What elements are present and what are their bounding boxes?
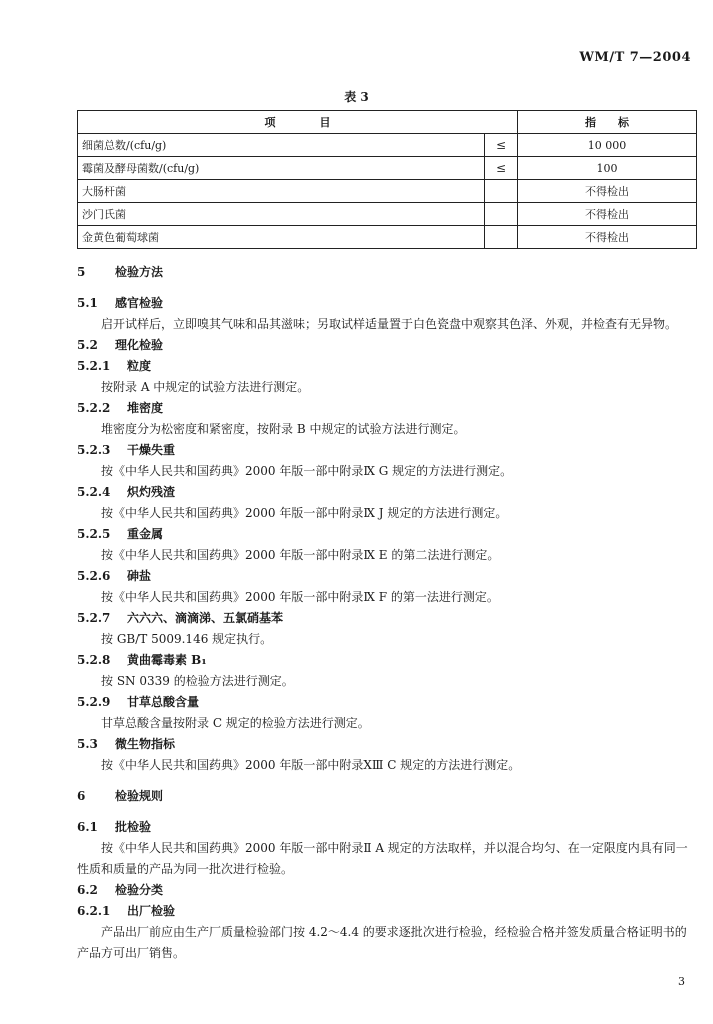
table-cell-symbol [485, 180, 518, 203]
table-cell-item: 大肠杆菌 [78, 180, 485, 203]
section-heading: 5.3 微生物指标 [77, 737, 176, 751]
table-row [78, 180, 697, 203]
section-heading: 5.2.3 干燥失重 [77, 443, 176, 457]
section-heading: 5.2 理化检验 [77, 338, 164, 352]
section-text: 产品出厂前应由生产厂质量检验部门按 4.2～4.4 的要求逐批次进行检验，经检验合格并签发质量合格证明书的产品方可出厂销售。 [77, 925, 687, 960]
table-row [78, 226, 697, 249]
section-text: 按《中华人民共和国药典》2000 年版一部中附录Ⅸ G 规定的方法进行测定。 [101, 464, 513, 478]
section-heading: 6 检验规则 [77, 789, 164, 803]
table-cell-item: 金黄色葡萄球菌 [78, 226, 485, 249]
section-heading: 5 检验方法 [77, 265, 164, 279]
section-heading: 6.1 批检验 [77, 820, 152, 834]
section-text: 按《中华人民共和国药典》2000 年版一部中附录Ⅸ J 规定的方法进行测定。 [101, 506, 508, 520]
section-heading: 6.2.1 出厂检验 [77, 904, 176, 918]
section-heading: 5.2.5 重金属 [77, 527, 164, 541]
section-text: 按《中华人民共和国药典》2000 年版一部中附录ⅩⅢ C 规定的方法进行测定。 [101, 758, 521, 772]
table-cell-item: 霉菌及酵母菌数/(cfu/g) [78, 157, 485, 180]
section-heading: 5.2.8 黄曲霉毒素 B₁ [77, 653, 207, 667]
table-cell-value: 不得检出 [518, 180, 697, 203]
table-cell-item: 沙门氏菌 [78, 203, 485, 226]
standard-code: WM/T 7—2004 [579, 50, 691, 65]
table-cell-symbol [485, 226, 518, 249]
table-cell-symbol [485, 203, 518, 226]
document-body [77, 262, 697, 964]
table-cell-value: 不得检出 [518, 203, 697, 226]
table-cell-value: 100 [518, 157, 697, 180]
page-number: 3 [678, 975, 685, 988]
section-heading: 5.2.6 砷盐 [77, 569, 152, 583]
section-text: 按《中华人民共和国药典》2000 年版一部中附录Ⅱ A 规定的方法取样，并以混合均匀、在一定限度内具有同一性质和质量的产品为同一批次进行检验。 [77, 841, 688, 876]
section-heading: 5.1 感官检验 [77, 296, 164, 310]
section-heading: 5.2.7 六六六、滴滴涕、五氯硝基苯 [77, 611, 284, 625]
table-cell-item: 细菌总数/(cfu/g) [78, 134, 485, 157]
table-row [78, 134, 697, 157]
table-header-value: 指 标 [518, 111, 697, 134]
table-row [78, 203, 697, 226]
table-cell-symbol: ≤ [485, 157, 518, 180]
section-heading: 5.2.1 粒度 [77, 359, 152, 373]
section-text: 启开试样后，立即嗅其气味和品其滋味；另取试样适量置于白色瓷盘中观察其色泽、外观，并检查有无异物。 [101, 317, 678, 331]
microbial-limits-table [77, 110, 697, 249]
table-cell-symbol: ≤ [485, 134, 518, 157]
table-cell-value: 10 000 [518, 134, 697, 157]
section-text: 按 GB/T 5009.146 规定执行。 [101, 632, 273, 646]
section-text: 按《中华人民共和国药典》2000 年版一部中附录Ⅸ F 的第一法进行测定。 [101, 590, 499, 604]
section-heading: 6.2 检验分类 [77, 883, 164, 897]
table-caption: 表 3 [344, 90, 369, 104]
table-row [78, 157, 697, 180]
section-text: 按 SN 0339 的检验方法进行测定。 [101, 674, 294, 688]
section-text: 按《中华人民共和国药典》2000 年版一部中附录Ⅸ E 的第二法进行测定。 [101, 548, 500, 562]
section-heading: 5.2.4 炽灼残渣 [77, 485, 176, 499]
section-heading: 5.2.2 堆密度 [77, 401, 164, 415]
table-cell-value: 不得检出 [518, 226, 697, 249]
section-text: 堆密度分为松密度和紧密度，按附录 B 中规定的试验方法进行测定。 [101, 422, 466, 436]
section-text: 按附录 A 中规定的试验方法进行测定。 [101, 380, 310, 394]
section-heading: 5.2.9 甘草总酸含量 [77, 695, 200, 709]
section-text: 甘草总酸含量按附录 C 规定的检验方法进行测定。 [101, 716, 370, 730]
table-header-item: 项 目 [78, 111, 518, 134]
